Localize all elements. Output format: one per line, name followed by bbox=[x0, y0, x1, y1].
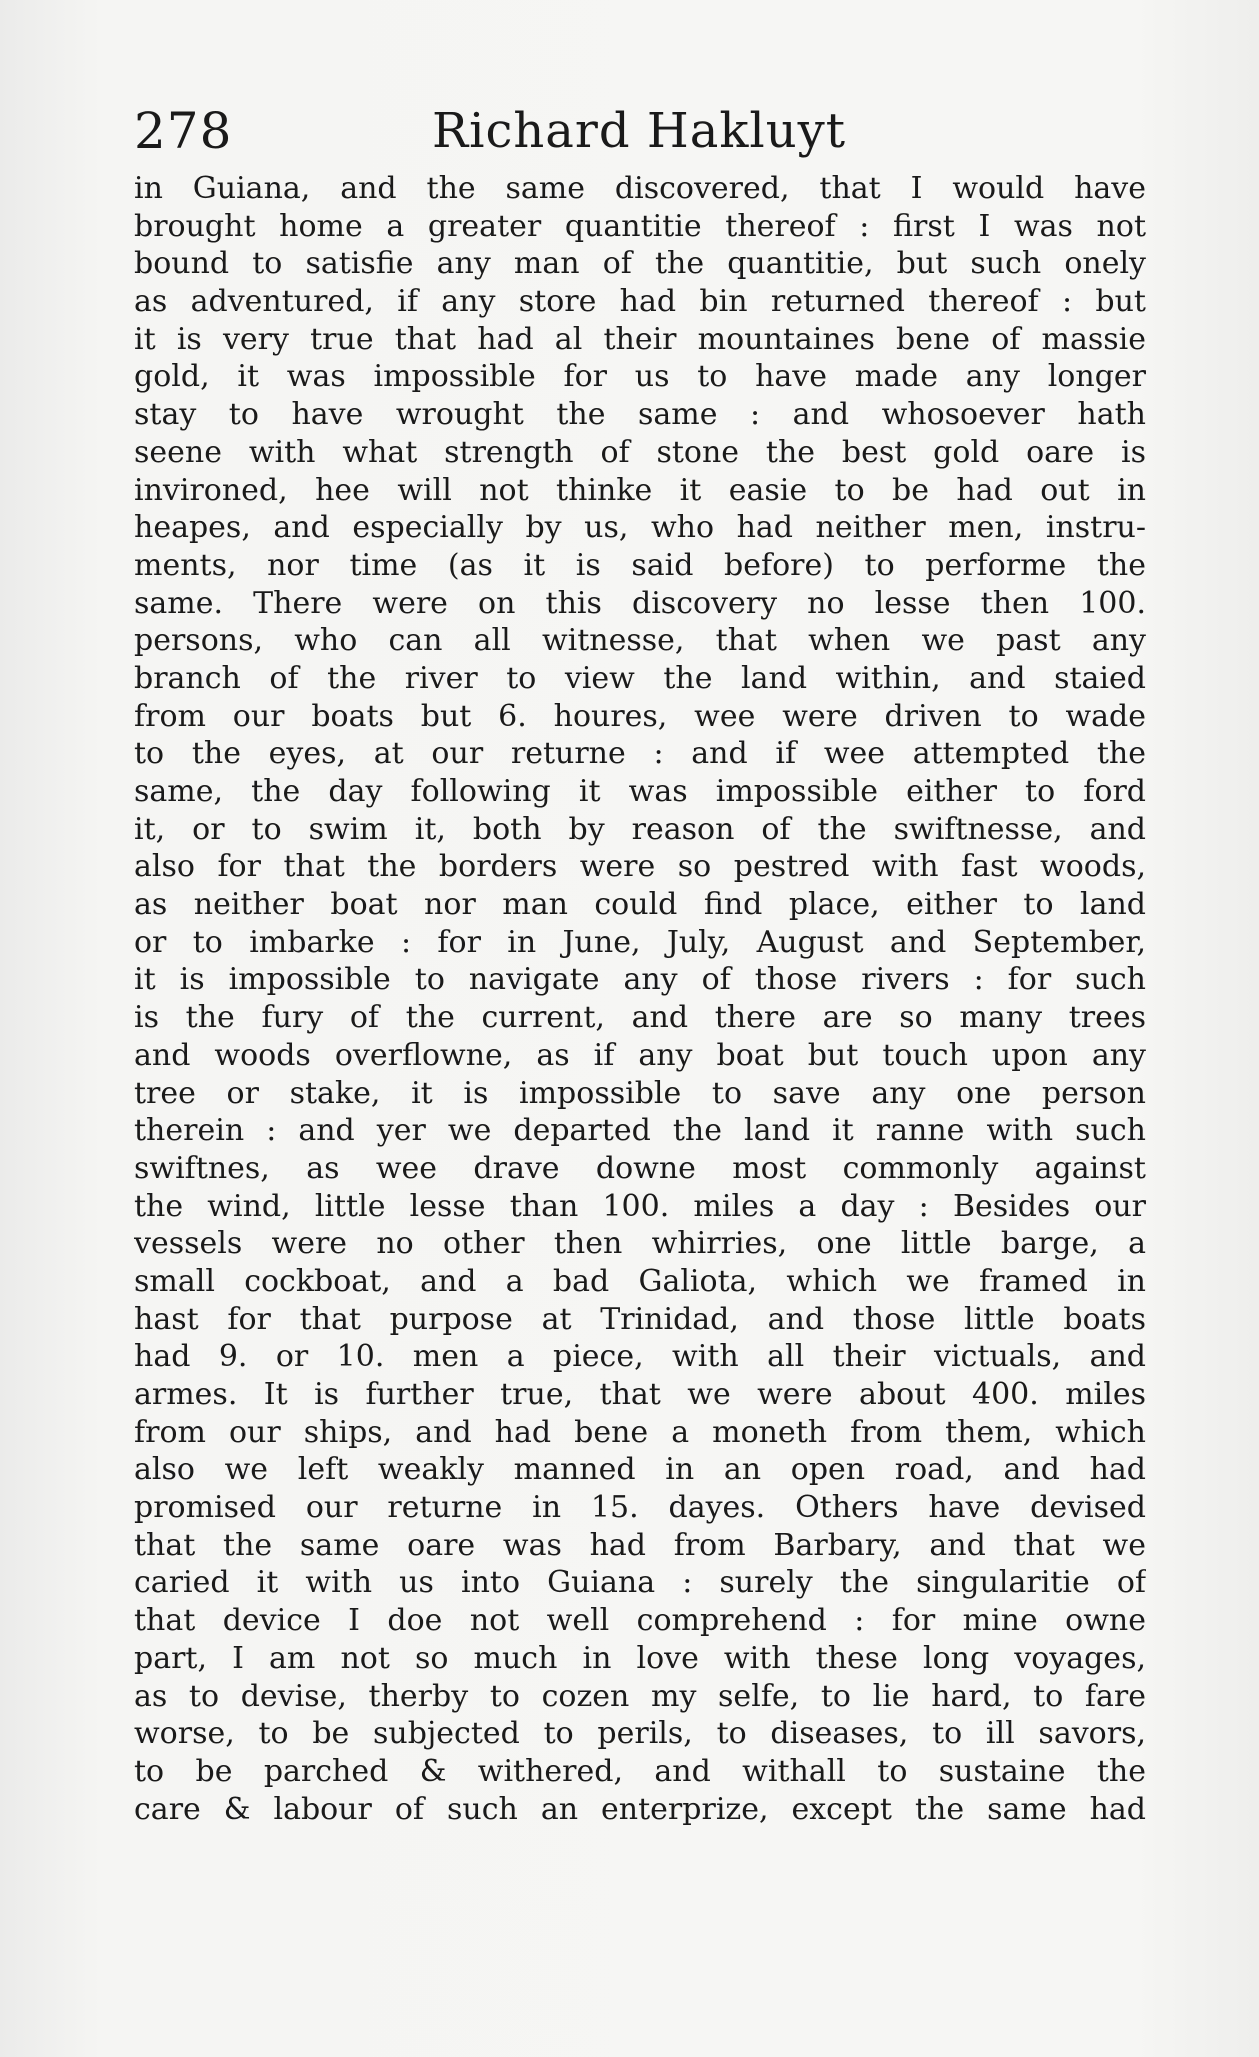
text-line: the wind, little lesse than 100. miles a day : Besides our bbox=[134, 1188, 1146, 1224]
text-line: invironed, hee will not thinke it easie to be had out in bbox=[134, 472, 1146, 508]
text-line: swiftnes, as wee drave downe most commonly against bbox=[134, 1150, 1146, 1186]
text-line: seene with what strength of stone the best gold oare is bbox=[134, 434, 1146, 470]
text-line: armes. It is further true, that we were about 400. miles bbox=[134, 1377, 1146, 1412]
text-line: to the eyes, at our returne : and if wee attempted the bbox=[134, 736, 1146, 772]
text-line: persons, who can all witnesse, that when we past any bbox=[134, 623, 1146, 659]
page-header bbox=[134, 96, 1144, 166]
text-line: had 9. or 10. men a piece, with all their victuals, and bbox=[134, 1339, 1146, 1375]
text-line: it, or to swim it, both by reason of the swiftnesse, and bbox=[134, 811, 1146, 847]
text-line: worse, to be subjected to perils, to diseases, to ill savors, bbox=[134, 1716, 1146, 1752]
text-line: gold, it was impossible for us to have made any longer bbox=[134, 359, 1146, 395]
page-number: 278 bbox=[134, 102, 233, 160]
text-line: hast for that purpose at Trinidad, and those little boats bbox=[134, 1301, 1146, 1337]
text-line: also we left weakly manned in an open road, and had bbox=[134, 1452, 1146, 1488]
running-title: Richard Hakluyt bbox=[432, 103, 847, 159]
text-line: promised our returne in 15. dayes. Others have devised bbox=[134, 1490, 1146, 1526]
text-line: it is impossible to navigate any of those rivers : for such bbox=[134, 962, 1146, 998]
text-line: that the same oare was had from Barbary, and that we bbox=[134, 1527, 1146, 1563]
text-line: as adventured, if any store had bin returned thereof : but bbox=[134, 284, 1146, 320]
text-line: as to devise, therby to cozen my selfe, to lie hard, to fare bbox=[134, 1678, 1146, 1714]
text-line: in Guiana, and the same discovered, that I would have bbox=[134, 171, 1146, 206]
text-line: caried it with us into Guiana : surely the singularitie of bbox=[134, 1565, 1146, 1601]
text-line: is the fury of the current, and there are so many trees bbox=[134, 1000, 1146, 1036]
text-line: that device I doe not well comprehend : for mine owne bbox=[134, 1603, 1146, 1639]
text-line: therein : and yer we departed the land it ranne with such bbox=[134, 1113, 1146, 1149]
text-line: from our ships, and had bene a moneth from them, which bbox=[134, 1414, 1146, 1450]
text-line: bound to satisfie any man of the quantitie, but such onely bbox=[134, 246, 1146, 282]
text-line: small cockboat, and a bad Galiota, which we framed in bbox=[134, 1263, 1146, 1299]
text-line: from our boats but 6. houres, wee were driven to wade bbox=[134, 698, 1146, 734]
text-line: tree or stake, it is impossible to save any one person bbox=[134, 1075, 1146, 1111]
text-line: part, I am not so much in love with these long voyages, bbox=[134, 1640, 1146, 1676]
text-line: ments, nor time (as it is said before) to performe the bbox=[134, 547, 1146, 583]
text-line: branch of the river to view the land within, and staied bbox=[134, 660, 1146, 696]
text-line: or to imbarke : for in June, July, August and September, bbox=[134, 924, 1146, 960]
text-line: care & labour of such an enterprize, except the same had bbox=[134, 1791, 1146, 1827]
text-line: same, the day following it was impossible either to ford bbox=[134, 774, 1146, 809]
text-line: it is very true that had al their mountaines bene of massie bbox=[134, 321, 1146, 357]
text-line: as neither boat nor man could find place, either to land bbox=[134, 887, 1146, 923]
text-line: vessels were no other then whirries, one little barge, a bbox=[134, 1226, 1146, 1262]
text-line: to be parched & withered, and withall to sustaine the bbox=[134, 1753, 1146, 1789]
text-line: same. There were on this discovery no lesse then 100. bbox=[134, 585, 1146, 621]
text-line: and woods overflowne, as if any boat but touch upon any bbox=[134, 1037, 1146, 1073]
text-line: also for that the borders were so pestred with fast woods, bbox=[134, 849, 1146, 885]
text-line: heapes, and especially by us, who had neither men, instru- bbox=[134, 510, 1146, 546]
text-line: brought home a greater quantitie thereof : first I was not bbox=[134, 208, 1146, 244]
text-line: stay to have wrought the same : and whosoever hath bbox=[134, 397, 1146, 433]
body-text bbox=[134, 170, 1146, 1828]
